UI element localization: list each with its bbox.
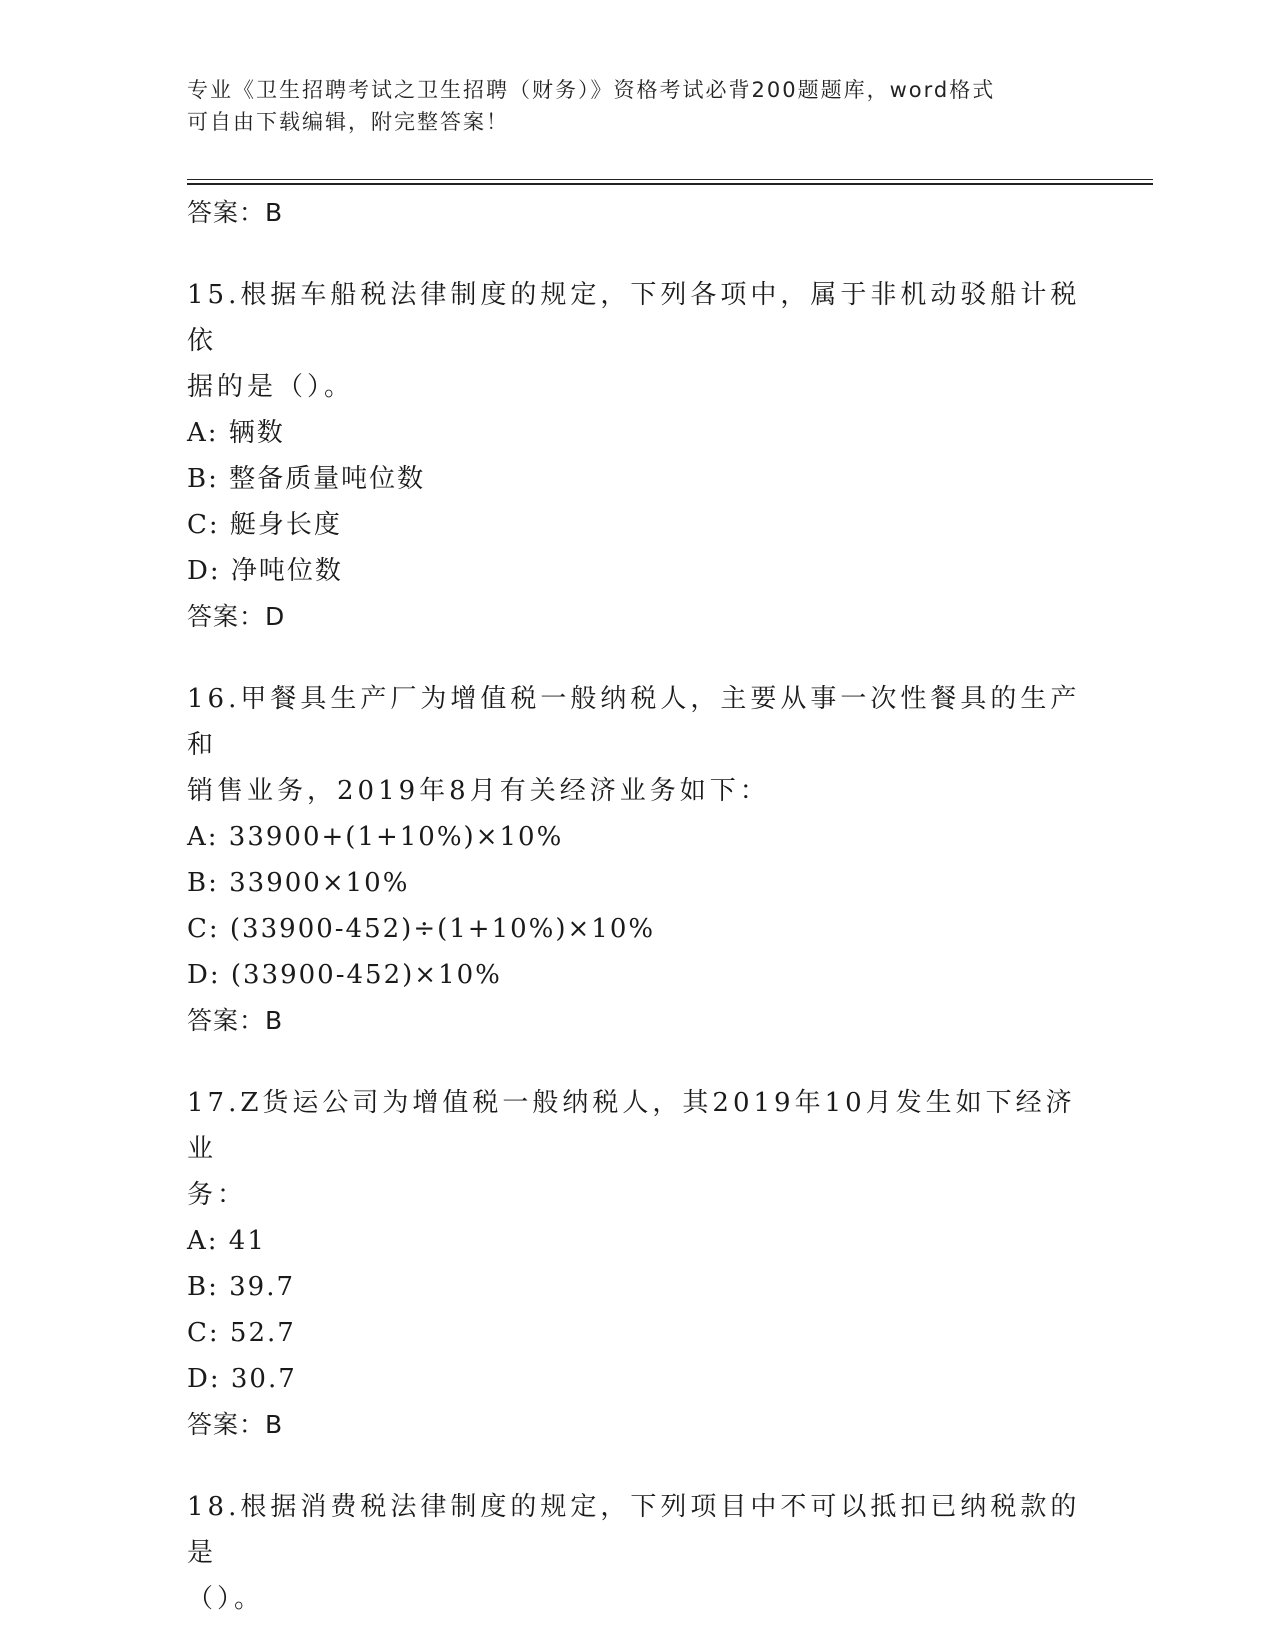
option-c: C: 艇身长度: [187, 510, 342, 540]
question-18: [187, 1484, 1087, 1622]
option-d: D: (33900-452)×10%: [187, 960, 502, 990]
question-stem: [187, 272, 1087, 410]
stem-line: 务：: [187, 1180, 248, 1210]
option-b: B: 39.7: [187, 1272, 296, 1302]
option-c: C: (33900-452)÷(1+10%)×10%: [187, 914, 656, 944]
answer-line: 答案：B: [187, 1006, 284, 1035]
question-stem: [187, 1080, 1087, 1218]
stem-line: 16.甲餐具生产厂为增值税一般纳税人，主要从事一次性餐具的生产和: [187, 684, 1081, 760]
option-c: C: 52.7: [187, 1318, 296, 1348]
answer-line: 答案：D: [187, 602, 286, 631]
question-15: [187, 272, 1087, 640]
option-b: B: 33900×10%: [187, 868, 410, 898]
question-list: [187, 190, 1087, 1622]
stem-line: 15.根据车船税法律制度的规定，下列各项中，属于非机动驳船计税依: [187, 280, 1081, 356]
header-line-1: 专业《卫生招聘考试之卫生招聘（财务）》资格考试必背200题题库，word格式: [187, 78, 996, 102]
answer-line: 答案：B: [187, 198, 284, 227]
option-a: A: 41: [187, 1226, 266, 1256]
question-stem: [187, 676, 1087, 814]
stem-line: 据的是（）。: [187, 372, 355, 402]
stem-line: 18.根据消费税法律制度的规定，下列项目中不可以抵扣已纳税款的是: [187, 1492, 1081, 1568]
question-16: [187, 676, 1087, 1044]
header-line-2: 可自由下载编辑，附完整答案！: [187, 110, 509, 134]
stem-line: （）。: [187, 1584, 265, 1614]
answer-line: 答案：B: [187, 1410, 284, 1439]
option-d: D: 30.7: [187, 1364, 297, 1394]
document-header: [187, 74, 1067, 138]
option-a: A: 辆数: [187, 418, 285, 448]
stem-line: 销售业务，2019年8月有关经济业务如下：: [187, 776, 770, 806]
option-a: A: 33900+(1+10%)×10%: [187, 822, 564, 852]
option-b: B: 整备质量吨位数: [187, 464, 426, 494]
option-d: D: 净吨位数: [187, 556, 343, 586]
header-divider-thick: [187, 183, 1153, 185]
question-17: [187, 1080, 1087, 1448]
header-divider-thin: [187, 179, 1153, 180]
question-stem: [187, 1484, 1087, 1622]
stem-line: 17.Z货运公司为增值税一般纳税人，其2019年10月发生如下经济业: [187, 1088, 1076, 1164]
